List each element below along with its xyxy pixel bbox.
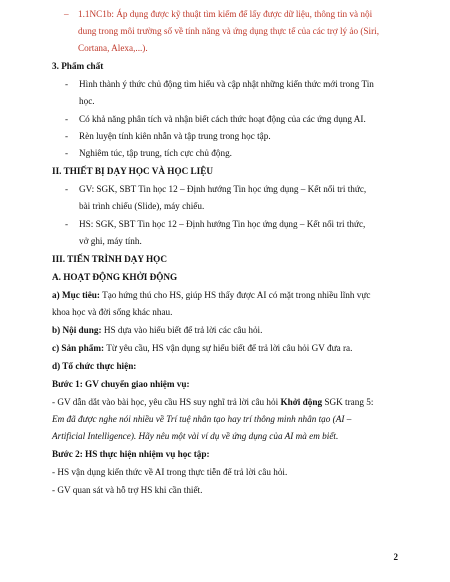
document-page: – 1.1NC1b: Áp dụng được kỹ thuật tìm kiếm để lấy được dữ liệu, thông tin và nội dung trong môi trường số về tính năng và ứng dụng thực tế của các trợ lý ảo (Siri, Cortana, Alexa,...). 3. Phẩm chất - Hình thành ý thức chủ động tìm hiểu và cập nhật những kiến thức mới trong Tin học. - Có khả năng phân tích và nhận biết cách thức hoạt động của các ứng dụng AI. - Rèn luyện tính kiên nhẫn và tập trung trong học tập. - Nghiêm túc, tập trung, tích cực chủ động. II. THIẾT BỊ DẠY HỌC VÀ HỌC LIỆU - GV: SGK, SBT Tin học 12 – Định hướng Tin học ứng dụng – Kết nối tri thức, bài trình chiếu (Slide), máy chiếu. - HS: SGK, SBT Tin học 12 – Định hướng Tin học ứng dụng – Kết nối tri thức, vở ghi, máy tính. III. TIẾN TRÌNH DẠY HỌC A. HOẠT ĐỘNG KHỞI ĐỘNG a) Mục tiêu: Tạo hứng thú cho HS, giúp HS thấy được AI có mặt trong nhiều lĩnh vực khoa học và đời sống khác nhau. b) Nội dung: HS dựa vào hiểu biết để trả lời các câu hỏi. c) Sản phẩm: Từ yêu cầu, HS vận dụng sự hiểu biết để trả lời câu hỏi GV đưa ra. d) Tổ chức thực hiện: Bước 1: GV chuyển giao nhiệm vụ: - GV dẫn dắt vào bài học, yêu cầu HS suy nghĩ trả lời câu hỏi Khởi động SGK trang 5: Em đã được nghe nói nhiều về Trí tuệ nhân tạo hay trí thông minh nhân tạo (AI – Artificial Intelligence). Hãy nêu một vài ví dụ về ứng dụng của AI mà em biết. Bước 2: HS thực hiện nhiệm vụ học tập: - HS vận dụng kiến thức về AI trong thực tiễn để trả lời câu hỏi. - GV quan sát và hỗ trợ HS khi cần thiết. 2 — [52, 9, 398, 562]
page-number: 2 — [393, 552, 398, 562]
